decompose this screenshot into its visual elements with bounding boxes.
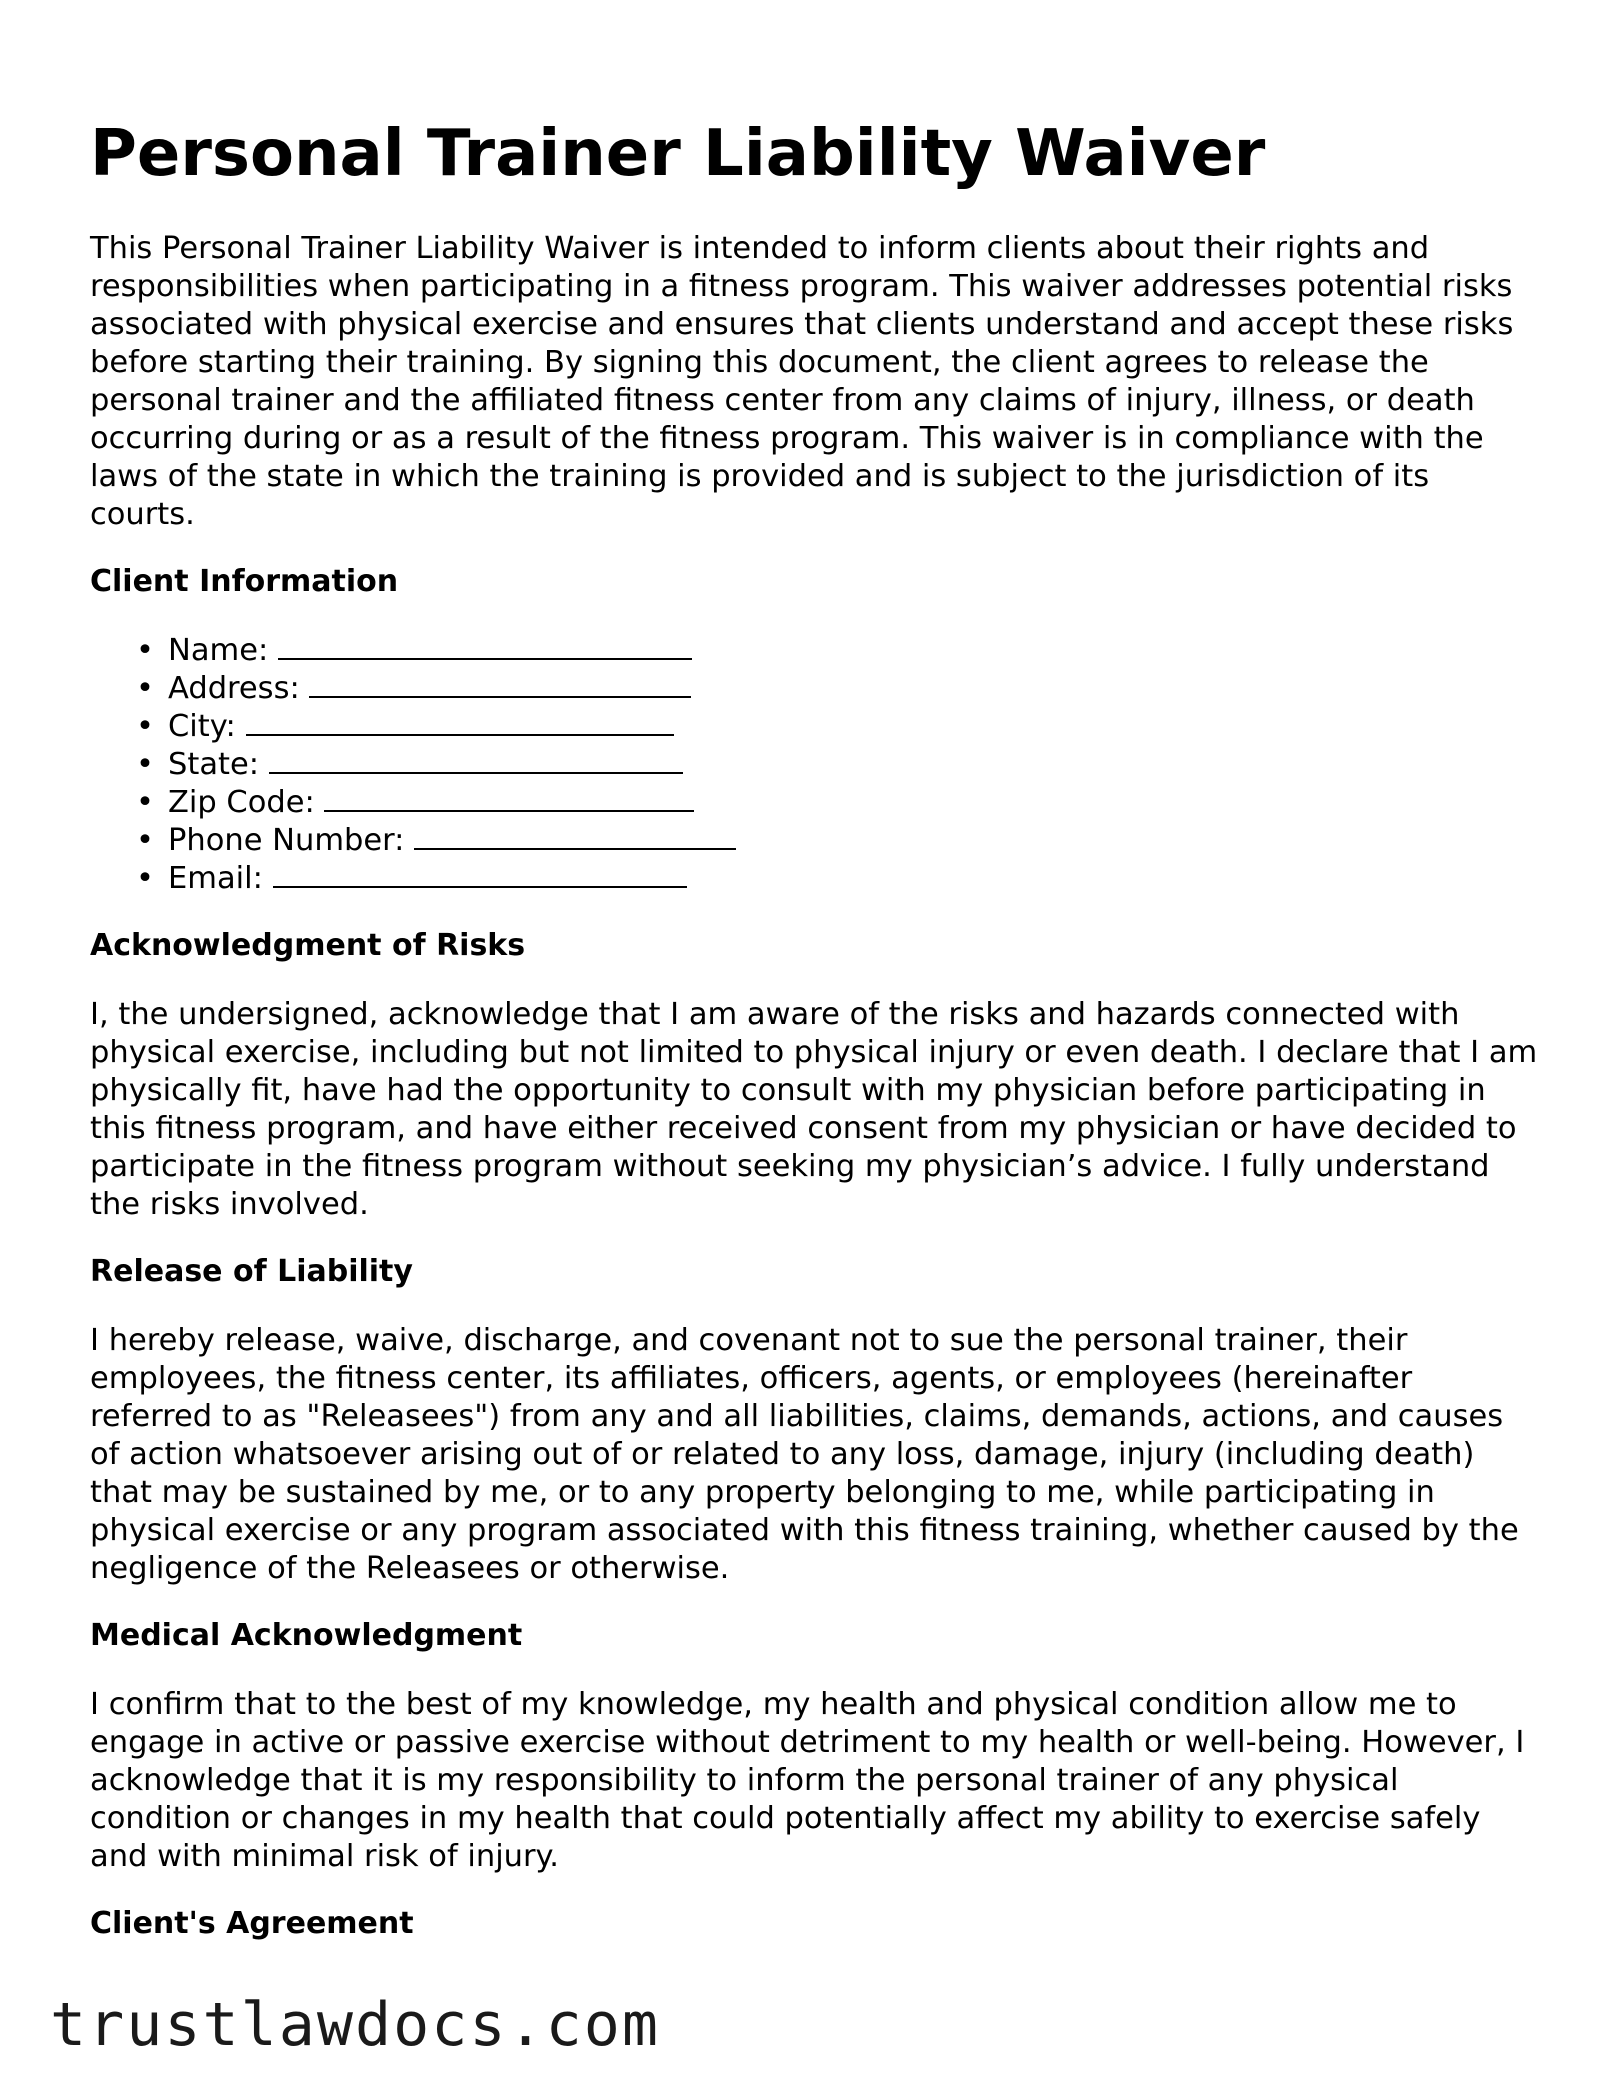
bullet-icon: • [136,823,154,858]
state-blank-line[interactable] [269,746,683,774]
bullet-icon: • [136,747,154,782]
medical-paragraph: I confirm that to the best of my knowledge, my health and physical condition allow me to engage in active or passive exercise without detriment to my health or well-being. However, I acknowledge that it is my responsibility to inform the personal trainer of any physical condition or changes in my health that could potentially affect my ability to exercise safely and with minimal risk of injury. [90,1687,1525,1874]
client-field-name [136,632,1540,670]
client-field-city [136,708,1540,746]
release-heading: Release of Liability [90,1254,413,1289]
field-label: City: [168,709,236,744]
address-blank-line[interactable] [309,670,691,698]
client-field-phone [136,822,1540,860]
field-label: Address: [168,671,300,706]
email-blank-line[interactable] [273,860,687,888]
client-field-zip [136,784,1540,822]
field-label: Email: [168,861,263,896]
city-blank-line[interactable] [246,708,674,736]
risks-paragraph: I, the undersigned, acknowledge that I am aware of the risks and hazards connected with physical exercise, including but not limited to physical injury or even death. I declare that I am physically fit, have had the opportunity to consult with my physician before participating in this fitness program, and have either received consent from my physician or have decided to participate in the fitness program without seeking my physician’s advice. I fully understand the risks involved. [90,997,1538,1222]
bullet-icon: • [136,709,154,744]
name-blank-line[interactable] [278,632,692,660]
bullet-icon: • [136,785,154,820]
client-field-state [136,746,1540,784]
client-field-email [136,860,1540,898]
client-info-list [90,632,1540,898]
client-info-heading: Client Information [90,564,399,599]
zip-blank-line[interactable] [324,784,694,812]
bullet-icon: • [136,861,154,896]
field-label: Name: [168,633,269,668]
risks-heading: Acknowledgment of Risks [90,928,526,963]
release-paragraph: I hereby release, waive, discharge, and covenant not to sue the personal trainer, their employees, the fitness center, its affiliates, officers, agents, or employees (hereinafter referred to as "Releasees") from any and all liabilities, claims, demands, actions, and causes of action whatsoever arising out of or related to any loss, damage, injury (including death) that may be sustained by me, or to any property belonging to me, while participating in physical exercise or any program associated with this fitness training, whether caused by the negligence of the Releasees or otherwise. [90,1323,1519,1586]
medical-heading: Medical Acknowledgment [90,1618,523,1653]
field-label: Zip Code: [168,785,315,820]
bullet-icon: • [136,671,154,706]
site-watermark: trustlawdocs.com [50,1990,660,2060]
document-title: Personal Trainer Liability Waiver [90,117,1266,191]
client-field-address [136,670,1540,708]
field-label: State: [168,747,260,782]
field-label: Phone Number: [168,823,405,858]
agreement-heading: Client's Agreement [90,1906,414,1941]
phone-blank-line[interactable] [414,822,736,850]
document-page [90,110,1540,1974]
bullet-icon: • [136,633,154,668]
intro-paragraph: This Personal Trainer Liability Waiver is intended to inform clients about their rights and responsibilities when participating in a fitness program. This waiver addresses potential risks associated with physical exercise and ensures that clients understand and accept these risks before starting their training. By signing this document, the client agrees to release the personal trainer and the affiliated fitness center from any claims of injury, illness, or death occurring during or as a result of the fitness program. This waiver is in compliance with the laws of the state in which the training is provided and is subject to the jurisdiction of its courts. [90,231,1514,532]
